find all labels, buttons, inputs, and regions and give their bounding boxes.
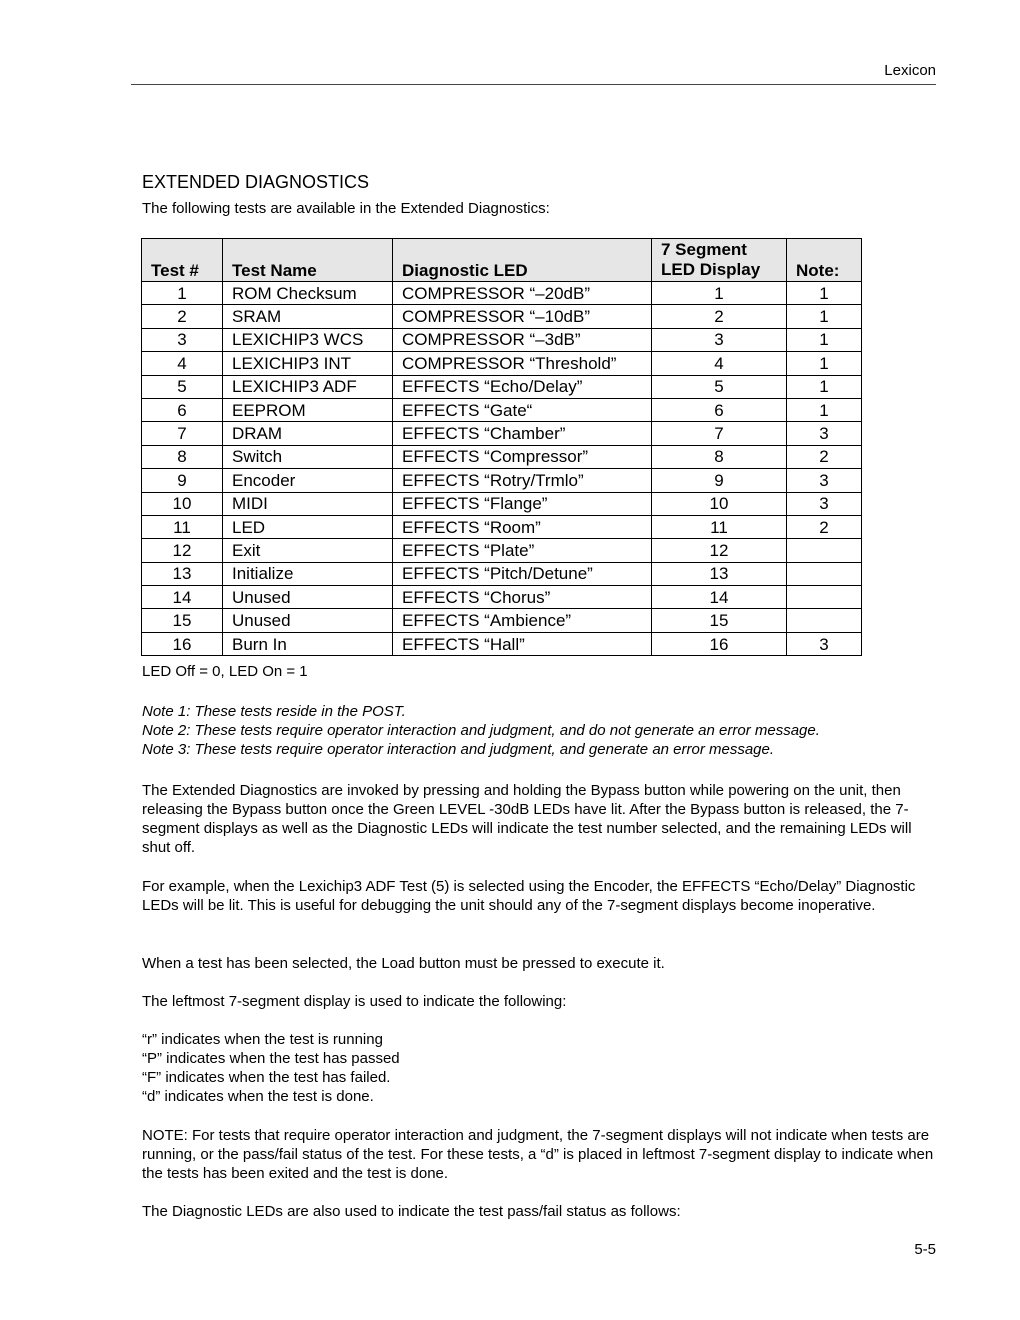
cell-7-segment: 13: [652, 562, 787, 585]
table-row: [142, 282, 862, 305]
cell-note: 3: [787, 422, 862, 445]
cell-note: 3: [787, 492, 862, 515]
cell-7-segment: 9: [652, 469, 787, 492]
header-note: Note:: [787, 239, 862, 282]
cell-test-num: 13: [142, 562, 223, 585]
cell-diagnostic-led: EFFECTS “Flange”: [393, 492, 652, 515]
cell-test-name: Burn In: [223, 632, 393, 655]
table-row: [142, 328, 862, 351]
cell-test-num: 14: [142, 586, 223, 609]
cell-note: [787, 562, 862, 585]
cell-note: [787, 539, 862, 562]
note-3: Note 3: These tests require operator interaction and judgment, and generate an error message.: [142, 741, 775, 758]
cell-diagnostic-led: EFFECTS “Pitch/Detune”: [393, 562, 652, 585]
note-2: Note 2: These tests require operator interaction and judgment, and do not generate an error message.: [142, 722, 820, 739]
cell-7-segment: 4: [652, 352, 787, 375]
header-test-num: Test #: [142, 239, 223, 282]
cell-test-name: Encoder: [223, 469, 393, 492]
cell-note: 1: [787, 282, 862, 305]
example-paragraph: For example, when the Lexichip3 ADF Test (5) is selected using the Encoder, the EFFECTS “Echo/Delay” Diagnostic LEDs will be lit. This is useful for debugging the unit should any of the 7-segment displays become inoperative.: [142, 878, 916, 914]
cell-note: [787, 586, 862, 609]
table-row: [142, 305, 862, 328]
cell-test-num: 7: [142, 422, 223, 445]
cell-diagnostic-led: EFFECTS “Room”: [393, 515, 652, 538]
cell-test-num: 3: [142, 328, 223, 351]
cell-diagnostic-led: COMPRESSOR “–20dB”: [393, 282, 652, 305]
header-7-segment-line1: 7 Segment: [661, 240, 747, 259]
status-line-running: “r” indicates when the test is running: [142, 1031, 383, 1048]
cell-7-segment: 3: [652, 328, 787, 351]
cell-test-num: 5: [142, 375, 223, 398]
cell-note: [787, 609, 862, 632]
header-diagnostic-led: Diagnostic LED: [393, 239, 652, 282]
status-line-failed: “F” indicates when the test has failed.: [142, 1069, 391, 1086]
cell-test-num: 16: [142, 632, 223, 655]
table-row: [142, 515, 862, 538]
cell-diagnostic-led: EFFECTS “Hall”: [393, 632, 652, 655]
cell-diagnostic-led: EFFECTS “Compressor”: [393, 445, 652, 468]
cell-diagnostic-led: EFFECTS “Plate”: [393, 539, 652, 562]
page-number: 5-5: [914, 1241, 936, 1258]
cell-test-num: 4: [142, 352, 223, 375]
cell-note: 3: [787, 469, 862, 492]
diagnostics-table: [141, 238, 862, 656]
table-row: [142, 375, 862, 398]
cell-diagnostic-led: EFFECTS “Echo/Delay”: [393, 375, 652, 398]
cell-diagnostic-led: EFFECTS “Rotry/Trmlo”: [393, 469, 652, 492]
table-row: [142, 562, 862, 585]
page-header: [131, 60, 936, 85]
cell-note: 1: [787, 328, 862, 351]
cell-note: 2: [787, 515, 862, 538]
cell-7-segment: 16: [652, 632, 787, 655]
table-header-row: [142, 239, 862, 282]
cell-7-segment: 11: [652, 515, 787, 538]
table-row: [142, 422, 862, 445]
load-paragraph: When a test has been selected, the Load button must be pressed to execute it.: [142, 955, 665, 972]
cell-test-name: DRAM: [223, 422, 393, 445]
cell-7-segment: 7: [652, 422, 787, 445]
header-brand: Lexicon: [884, 62, 936, 79]
cell-7-segment: 1: [652, 282, 787, 305]
led-legend: LED Off = 0, LED On = 1: [142, 663, 308, 680]
note-1: Note 1: These tests reside in the POST.: [142, 703, 406, 720]
cell-test-name: ROM Checksum: [223, 282, 393, 305]
cell-diagnostic-led: COMPRESSOR “–3dB”: [393, 328, 652, 351]
cell-test-name: SRAM: [223, 305, 393, 328]
cell-test-name: Exit: [223, 539, 393, 562]
cell-test-name: EEPROM: [223, 398, 393, 421]
header-7-segment: [652, 239, 787, 282]
note-paragraph: NOTE: For tests that require operator interaction and judgment, the 7-segment displays will not indicate when tests are running, or the pass/fail status of the test. For these tests, a “d” is placed in leftmost 7-segment display to indicate when the tests has been exited and the test is done.: [142, 1127, 934, 1182]
cell-note: 1: [787, 305, 862, 328]
cell-7-segment: 8: [652, 445, 787, 468]
cell-diagnostic-led: EFFECTS “Gate“: [393, 398, 652, 421]
table-row: [142, 586, 862, 609]
passfail-paragraph: The Diagnostic LEDs are also used to indicate the test pass/fail status as follows:: [142, 1203, 681, 1220]
table-row: [142, 352, 862, 375]
table-row: [142, 609, 862, 632]
cell-note: 1: [787, 352, 862, 375]
cell-7-segment: 12: [652, 539, 787, 562]
table-row: [142, 632, 862, 655]
cell-test-name: LEXICHIP3 WCS: [223, 328, 393, 351]
status-line-done: “d” indicates when the test is done.: [142, 1088, 374, 1105]
cell-test-name: Unused: [223, 586, 393, 609]
cell-7-segment: 2: [652, 305, 787, 328]
table-row: [142, 492, 862, 515]
cell-test-num: 1: [142, 282, 223, 305]
cell-test-num: 2: [142, 305, 223, 328]
table-row: [142, 469, 862, 492]
cell-test-num: 6: [142, 398, 223, 421]
header-7-segment-line2: LED Display: [661, 260, 761, 279]
cell-7-segment: 10: [652, 492, 787, 515]
leftmost-paragraph: The leftmost 7-segment display is used to indicate the following:: [142, 993, 567, 1010]
table-row: [142, 539, 862, 562]
status-line-passed: “P” indicates when the test has passed: [142, 1050, 400, 1067]
cell-test-name: LEXICHIP3 ADF: [223, 375, 393, 398]
cell-7-segment: 6: [652, 398, 787, 421]
cell-test-num: 8: [142, 445, 223, 468]
cell-test-num: 15: [142, 609, 223, 632]
cell-7-segment: 15: [652, 609, 787, 632]
table-row: [142, 445, 862, 468]
table-row: [142, 398, 862, 421]
cell-test-name: LED: [223, 515, 393, 538]
cell-test-num: 11: [142, 515, 223, 538]
cell-test-num: 12: [142, 539, 223, 562]
cell-note: 2: [787, 445, 862, 468]
cell-diagnostic-led: EFFECTS “Chorus”: [393, 586, 652, 609]
cell-note: 3: [787, 632, 862, 655]
cell-diagnostic-led: COMPRESSOR “Threshold”: [393, 352, 652, 375]
cell-note: 1: [787, 375, 862, 398]
header-test-name: Test Name: [223, 239, 393, 282]
cell-test-name: MIDI: [223, 492, 393, 515]
cell-7-segment: 14: [652, 586, 787, 609]
cell-diagnostic-led: EFFECTS “Ambience”: [393, 609, 652, 632]
cell-test-num: 10: [142, 492, 223, 515]
cell-test-name: LEXICHIP3 INT: [223, 352, 393, 375]
section-title: EXTENDED DIAGNOSTICS: [142, 172, 370, 192]
cell-7-segment: 5: [652, 375, 787, 398]
invoke-paragraph: The Extended Diagnostics are invoked by pressing and holding the Bypass button while powering on the unit, then releasing the Bypass button once the Green LEVEL -30dB LEDs have lit. After the Bypass button is released, the 7-segment displays as well as the Diagnostic LEDs will indicate the test number selected, and the remaining LEDs will shut off.: [142, 782, 912, 856]
cell-test-name: Initialize: [223, 562, 393, 585]
cell-test-name: Switch: [223, 445, 393, 468]
section-intro: The following tests are available in the Extended Diagnostics:: [142, 200, 550, 217]
cell-test-num: 9: [142, 469, 223, 492]
cell-note: 1: [787, 398, 862, 421]
cell-diagnostic-led: COMPRESSOR “–10dB”: [393, 305, 652, 328]
cell-test-name: Unused: [223, 609, 393, 632]
cell-diagnostic-led: EFFECTS “Chamber”: [393, 422, 652, 445]
